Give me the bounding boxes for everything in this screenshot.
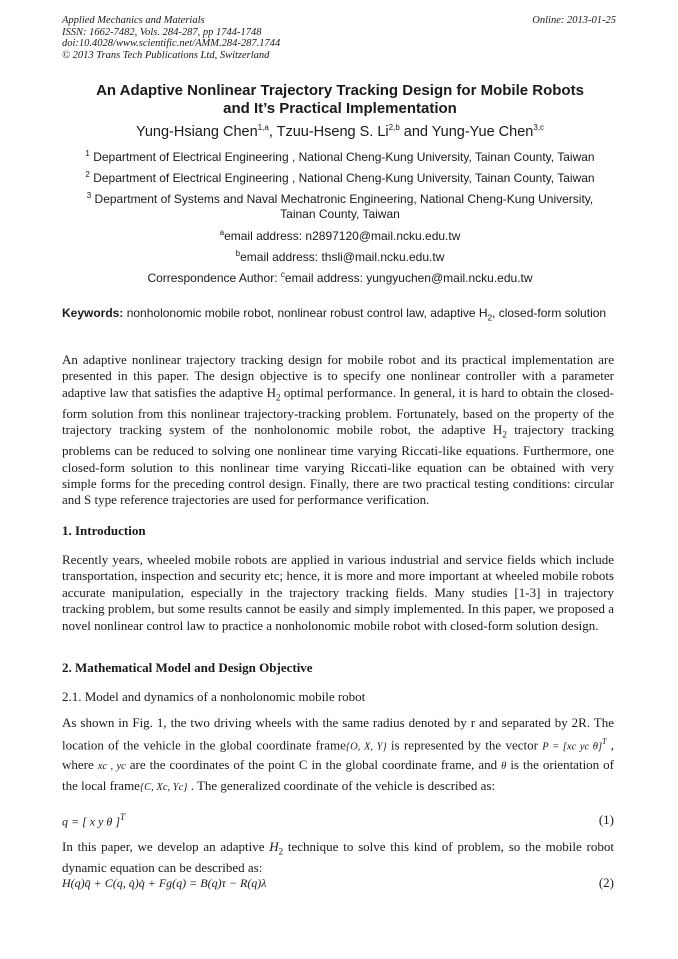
equation-2 bbox=[62, 875, 614, 891]
email-text: email address: yungyuchen@mail.ncku.edu.tw bbox=[284, 271, 533, 285]
affiliation-1 bbox=[62, 150, 618, 165]
body-text: In this paper, we develop an adaptive bbox=[62, 839, 270, 854]
abstract-text: optimal performance. In general, it is hard to obtain the closed-form solution from this nonlinear trajectory-tracking problem. Fortunately, based on the property of the trajectory tracking system of the nonholonomic mobile robot, the adaptive H bbox=[62, 384, 615, 438]
email-a bbox=[62, 229, 618, 244]
email-correspondence bbox=[62, 271, 618, 286]
email-text: email address: n2897120@mail.ncku.edu.tw bbox=[224, 229, 461, 243]
journal-copyright: © 2013 Trans Tech Publications Ltd, Switzerland bbox=[62, 49, 270, 61]
affiliation-3 bbox=[62, 192, 618, 222]
subscript: 2 bbox=[502, 429, 507, 440]
affiliation-number: 1 bbox=[85, 149, 90, 158]
math-local-frame: {C, Xc, Yc} bbox=[139, 781, 188, 793]
subscript: 2 bbox=[278, 846, 284, 857]
title-line-2: and It’s Practical Implementation bbox=[223, 100, 457, 117]
email-text: email address: thsli@mail.ncku.edu.tw bbox=[240, 250, 445, 264]
body-text: technique to solve this kind of problem, so the mobile robot dynamic equation can be described as: bbox=[62, 839, 614, 875]
author-1: Yung-Hsiang Chen bbox=[135, 124, 258, 140]
abstract-text: trajectory tracking problems can be reduced to solving one nonlinear time varying Riccati-like equations. Furthermore, one closed-form solution to this nonlinear time varying Riccati-like equation can be obtained with very simple forms for the preceding control design. Finally, there are two practical testing conditions: circular and S type reference trajectories are used for performance verification. bbox=[62, 422, 614, 508]
affiliation-number: 3 bbox=[86, 191, 92, 200]
subscript: 2 bbox=[275, 392, 281, 403]
affiliation-2 bbox=[62, 171, 618, 186]
section-2-1-text-2 bbox=[62, 839, 614, 876]
online-date: Online: 2013-01-25 bbox=[532, 15, 616, 26]
body-text: , where bbox=[62, 736, 615, 773]
email-mark: a bbox=[219, 228, 225, 237]
math-frame: {O, X, Y} bbox=[345, 740, 387, 752]
keywords-subscript: 2 bbox=[487, 313, 493, 323]
section-2-1-heading: 2.1. Model and dynamics of a nonholonomic mobile robot bbox=[62, 689, 366, 704]
correspondence-label: Correspondence Author: bbox=[147, 271, 281, 285]
abstract-text: An adaptive nonlinear trajectory tracking design for mobile robot and its practical implementation are presented in this paper. The design objective is to specify one nonlinear controller with a parameter adaptive law that satisfies the adaptive H bbox=[62, 352, 614, 400]
author-3-marks: 3,c bbox=[533, 123, 545, 133]
equation-2-number: (2) bbox=[598, 875, 614, 890]
author-2-marks: 2,b bbox=[388, 123, 400, 133]
journal-name: Applied Mechanics and Materials bbox=[62, 15, 205, 26]
equation-1-body: q = [ x y θ ] bbox=[62, 814, 120, 829]
equation-2-body: H(q)q̈ + C(q, q̇)q̇ + Fg(q) = B(q)τ − R(q)λ bbox=[62, 876, 267, 890]
math-h: H bbox=[269, 839, 279, 854]
equation-1 bbox=[62, 812, 614, 829]
keywords-label: Keywords: bbox=[62, 306, 124, 320]
math-vector: P = [xc yc θ] bbox=[542, 740, 603, 752]
body-text: is the orientation of the local frame bbox=[62, 757, 614, 793]
section-2-heading: 2. Mathematical Model and Design Objective bbox=[62, 660, 313, 675]
body-text: are the coordinates of the point C in the global coordinate frame, and bbox=[125, 757, 502, 773]
body-text: is represented by the vector bbox=[386, 736, 538, 752]
journal-header bbox=[62, 15, 622, 61]
keywords-text: nonholonomic mobile robot, nonlinear robust control law, adaptive H bbox=[123, 306, 488, 320]
email-mark: c bbox=[280, 270, 285, 279]
math-theta: θ bbox=[501, 761, 507, 773]
body-text: . The generalized coordinate of the vehicle is described as: bbox=[187, 777, 496, 793]
equation-1-transpose: T bbox=[119, 812, 125, 822]
math-coords: xc , yc bbox=[97, 761, 126, 773]
journal-issn: ISSN: 1662-7482, Vols. 284-287, pp 1744-1748 bbox=[62, 26, 262, 38]
author-separator: , bbox=[268, 124, 277, 140]
affiliation-text-cont: Tainan County, Taiwan bbox=[280, 207, 400, 221]
keywords bbox=[62, 306, 614, 325]
affiliation-text: Department of Systems and Naval Mechatronic Engineering, National Cheng-Kung University, bbox=[94, 192, 594, 206]
email-b bbox=[62, 250, 618, 265]
section-2-1-text bbox=[62, 714, 614, 797]
email-mark: b bbox=[235, 249, 241, 258]
affiliation-number: 2 bbox=[85, 170, 90, 179]
affiliation-text: Department of Electrical Engineering , National Cheng-Kung University, Tainan County, Taiwan bbox=[93, 150, 595, 164]
author-2: Tzuu-Hseng S. Li bbox=[276, 124, 389, 140]
equation-1-number: (1) bbox=[598, 812, 614, 827]
author-list bbox=[62, 123, 618, 141]
author-1-marks: 1,a bbox=[257, 123, 269, 133]
paper-title bbox=[62, 82, 618, 118]
section-1-text: Recently years, wheeled mobile robots are applied in various industrial and service fields which include transportation, inspection and security etc; hence, it is more and more important at wheeled mobile robots accurate manipulation, especially in the trajectory tracking fields. Many studies [1-3] in trajectory tracking problem, but some results cannot be easily and simply implemented. In this paper, we proposed a novel nonlinear control law to practice a nonholonomic mobile robot with closed-form solution design. bbox=[62, 552, 614, 633]
title-line-1: An Adaptive Nonlinear Trajectory Tracking Design for Mobile Robots bbox=[96, 82, 584, 99]
affiliation-text: Department of Electrical Engineering , National Cheng-Kung University, Tainan County, Taiwan bbox=[93, 171, 595, 185]
abstract bbox=[62, 352, 614, 509]
body-text: As shown in Fig. 1, the two driving wheels with the same radius denoted by r and separated by 2R. The location of the vehicle in the global coordinate frame bbox=[62, 715, 614, 752]
journal-doi: doi:10.4028/www.scientific.net/AMM.284-287.1744 bbox=[62, 38, 281, 49]
section-1-heading: 1. Introduction bbox=[62, 523, 146, 538]
author-3: Yung-Yue Chen bbox=[431, 124, 534, 140]
keywords-text-rest: , closed-form solution bbox=[492, 306, 607, 320]
author-separator: and bbox=[399, 124, 432, 140]
math-transpose: T bbox=[602, 736, 607, 746]
